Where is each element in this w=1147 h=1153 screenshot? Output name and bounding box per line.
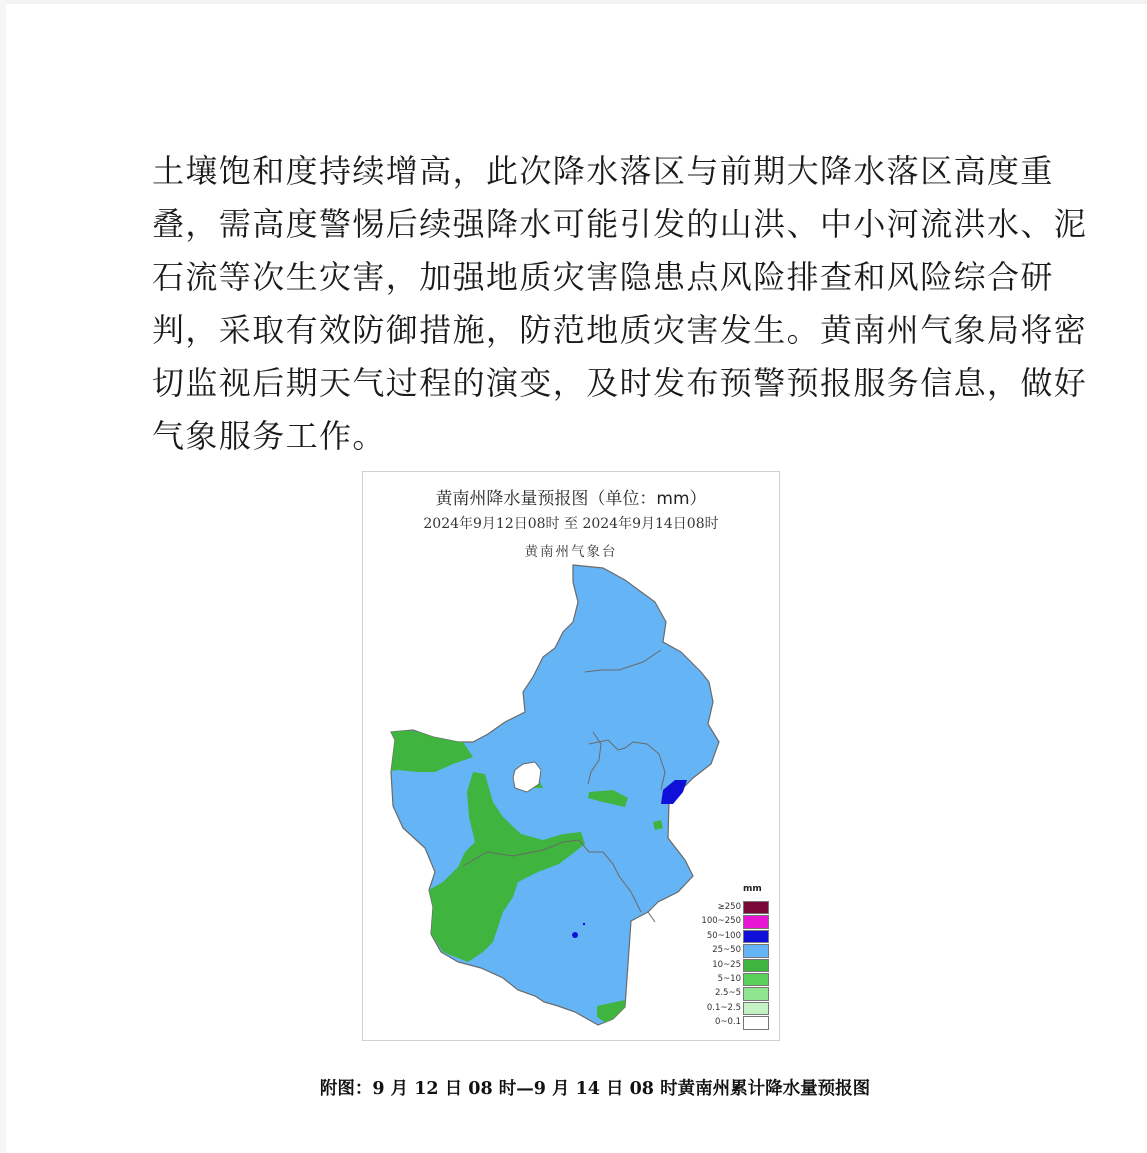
legend-swatch [743,959,769,972]
legend-row [693,930,769,944]
legend-swatch [743,1016,769,1029]
body-paragraph [152,145,1088,463]
green-zone-southeast [651,956,683,987]
legend-swatch [743,915,769,928]
legend-label: 10~25 [712,959,741,970]
paragraph-line: 切监视后期天气过程的演变，及时发布预警预报服务信息，做好 [152,364,1088,402]
legend-label: 2.5~5 [714,988,741,999]
region-50-100-dot-small [583,923,585,925]
map-agency: 黄南州气象台 [524,544,618,560]
top-edge [0,0,1147,4]
legend-row [693,987,769,1001]
legend-row [693,1016,769,1030]
paragraph-line: 石流等次生灾害，加强地质灾害隐患点风险排查和风险综合研 [152,258,1054,296]
legend-label: 0~0.1 [714,1017,741,1028]
legend-swatch [743,987,769,1000]
legend-label: 0.1~2.5 [706,1002,741,1013]
legend-row [693,944,769,958]
paragraph-line: 土壤饱和度持续增高，此次降水落区与前期大降水落区高度重 [152,152,1054,190]
legend-label: 100~250 [701,916,741,927]
legend-row [693,915,769,929]
map-legend [693,901,769,1031]
figure-caption: 附图：9 月 12 日 08 时—9 月 14 日 08 时黄南州累计降水量预报图 [319,1079,871,1099]
legend-swatch [743,973,769,986]
legend-swatch [743,930,769,943]
precipitation-forecast-map [362,471,780,1041]
legend-swatch [743,1002,769,1015]
legend-label: 25~50 [712,945,741,956]
legend-row [693,1002,769,1016]
map-title: 黄南州降水量预报图（单位：mm） [435,489,707,509]
paragraph-line: 气象服务工作。 [152,417,386,455]
legend-swatch [743,944,769,957]
legend-label: 50~100 [706,930,741,941]
legend-unit: mm [743,884,762,894]
region-50-100-dot [572,932,578,938]
legend-row [693,959,769,973]
paragraph-line: 叠，需高度警惕后续强降水可能引发的山洪、中小河流洪水、泥 [152,205,1088,243]
legend-row [693,973,769,987]
map-period: 2024年9月12日08时 至 2024年9月14日08时 [423,516,719,532]
legend-label: 5~10 [717,973,741,984]
legend-swatch [743,901,769,914]
paragraph-line: 判，采取有效防御措施，防范地质灾害发生。黄南州气象局将密 [152,311,1088,349]
legend-row [693,901,769,915]
left-edge [0,0,6,1153]
legend-label: ≥250 [717,902,741,912]
